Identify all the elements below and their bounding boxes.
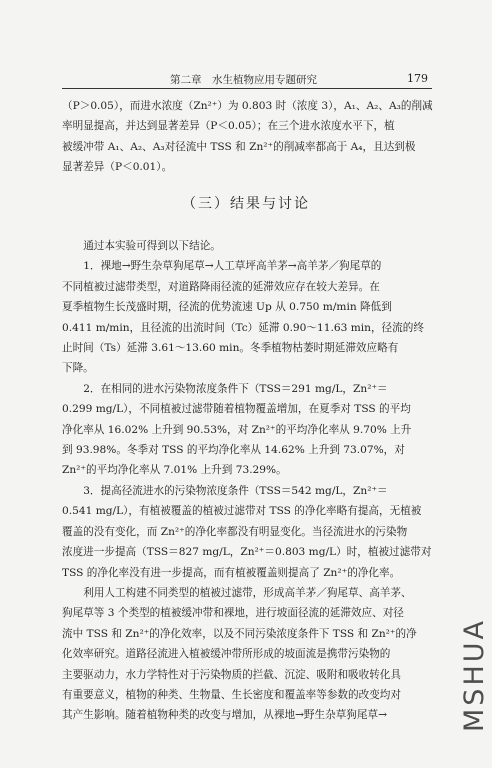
paragraph-line: 0.411 m/min，且径流的出流时间（Tc）延滞 0.90～11.63 min，径流的终 bbox=[62, 321, 424, 334]
paragraph-line: 浓度进一步提高（TSS＝827 mg/L，Zn²⁺＝0.803 mg/L）时，植被过滤带对 bbox=[62, 546, 432, 559]
intro-line: （P＞0.05），而进水浓度（Zn²⁺）为 0.803 时（浓度 3），A₁、A₂、A₃的削减 bbox=[62, 100, 433, 112]
paragraph-line: 0.299 mg/L），不同植被过滤带随着植物覆盖增加，在夏季对 TSS 的平均 bbox=[62, 403, 411, 416]
paragraph-discussion bbox=[62, 583, 434, 726]
paragraph-conclusion-3 bbox=[62, 481, 434, 583]
chapter-title: 第二章 水生植物应用专题研究 bbox=[170, 74, 317, 86]
paragraph-line: 止时间（Ts）延滞 3.61～13.60 min。冬季植物枯萎时期延滞效应略有 bbox=[62, 342, 399, 355]
paragraph-line: 流中 TSS 和 Zn²⁺的净化效率，以及不同污染浓度条件下 TSS 和 Zn²⁺的净 bbox=[62, 627, 417, 640]
paragraph-line: 其产生影响。随着植物种类的改变与增加，从裸地→野生杂草狗尾草→ bbox=[62, 709, 387, 722]
intro-paragraph bbox=[62, 96, 434, 178]
page-number: 179 bbox=[407, 72, 428, 85]
body-text bbox=[62, 236, 434, 726]
paragraph-conclusion-intro bbox=[62, 236, 434, 256]
paragraph-line: 2．在相同的进水污染物浓度条件下（TSS＝291 mg/L，Zn²⁺＝ bbox=[83, 382, 388, 395]
paragraph-line: 3．提高径流进水的污染物浓度条件（TSS＝542 mg/L，Zn²⁺＝ bbox=[83, 484, 388, 497]
paragraph-line: 0.541 mg/L），有植被覆盖的植被过滤带对 TSS 的净化率略有提高，无植被 bbox=[62, 505, 422, 518]
intro-line: 显著差异（P＜0.01）。 bbox=[62, 161, 173, 174]
section-heading: （三）结果与讨论 bbox=[182, 196, 310, 212]
paragraph-line: 净化率从 16.02% 上升到 90.53%，对 Zn²⁺的平均净化率从 9.70% 上升 bbox=[62, 423, 412, 436]
paragraph-line: 1．裸地→野生杂草狗尾草→人工草坪高羊茅→高羊茅／狗尾草的 bbox=[83, 260, 382, 273]
intro-line: 被缓冲带 A₁、A₂、A₃对径流中 TSS 和 Zn²⁺的削减率都高于 A₄，且达到极 bbox=[62, 140, 416, 153]
paragraph-line: 下降。 bbox=[62, 362, 94, 375]
paragraph-line: 到 93.98%。冬季对 TSS 的平均净化率从 14.62% 上升到 73.07%，对 bbox=[62, 444, 405, 457]
running-header bbox=[62, 70, 432, 89]
paragraph-line: 狗尾草等 3 个类型的植被缓冲带和裸地，进行坡面径流的延滞效应、对径 bbox=[62, 607, 404, 620]
paragraph-line: 覆盖的没有变化，而 Zn²⁺的净化率都没有明显变化。当径流进水的污染物 bbox=[62, 525, 408, 538]
paragraph-line: 夏季植物生长茂盛时期，径流的优势流速 Up 从 0.750 m/min 降低到 bbox=[62, 301, 392, 314]
paragraph-line: Zn²⁺的平均净化率从 7.01% 上升到 73.29%。 bbox=[62, 464, 287, 477]
watermark: MSHUA bbox=[459, 618, 490, 732]
paragraph-line: 化效率研究。道路径流进入植被缓冲带所形成的坡面流是携带污染物的 bbox=[62, 648, 391, 661]
paragraph-line: 不同植被过滤带类型，对道路降雨径流的延滞效应存在较大差异。在 bbox=[62, 280, 380, 293]
paragraph-conclusion-2 bbox=[62, 379, 434, 481]
paragraph-line: TSS 的净化率没有进一步提高，而有植被覆盖则提高了 Zn²⁺的净化率。 bbox=[62, 566, 401, 579]
paragraph-line: 通过本实验可得到以下结论。 bbox=[83, 240, 221, 252]
paragraph-line: 有重要意义，植物的种类、生物量、生长密度和覆盖率等参数的改变均对 bbox=[62, 688, 401, 701]
paragraph-conclusion-1 bbox=[62, 256, 434, 378]
paragraph-line: 主要驱动力，水力学特性对于污染物质的拦截、沉淀、吸附和吸收转化具 bbox=[62, 668, 401, 681]
intro-line: 率明显提高，并达到显著差异（P＜0.05）；在三个进水浓度水平下，植 bbox=[62, 120, 395, 133]
paragraph-line: 利用人工构建不同类型的植被过滤带，形成高羊茅／狗尾草、高羊茅、 bbox=[83, 586, 412, 599]
